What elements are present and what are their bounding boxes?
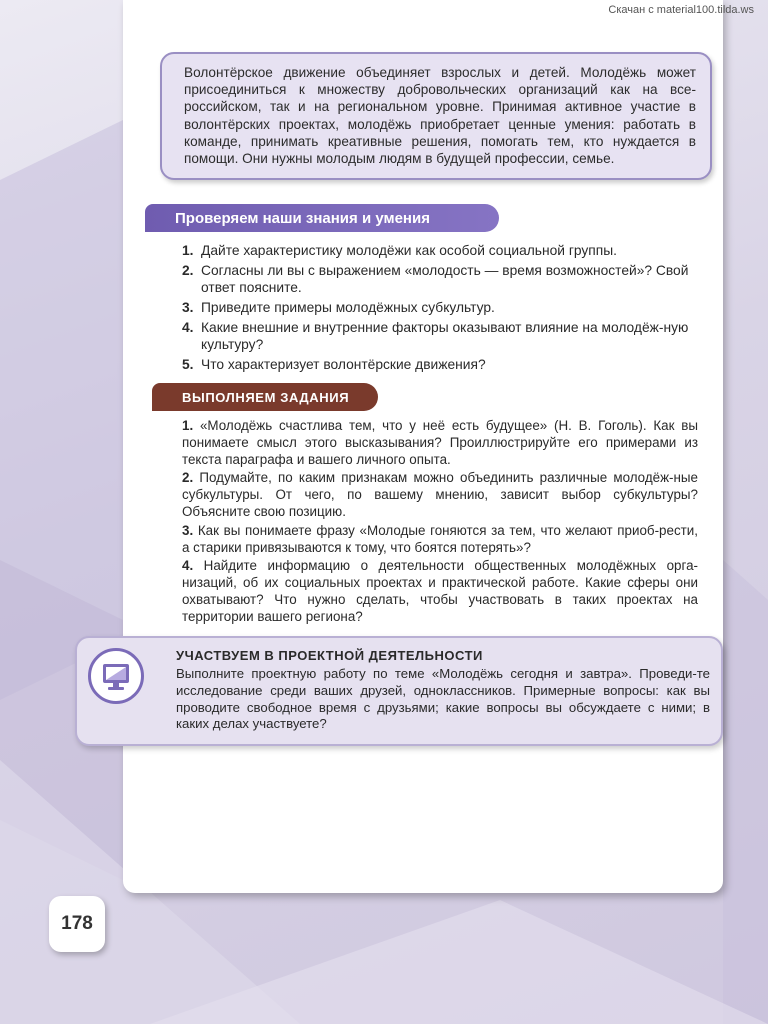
check-section-header [145, 204, 499, 232]
intro-text: Волонтёрское движение объединяет взрослых и детей. Молодёжь может присоединиться к множеству добровольческих организаций как на все-российском, так и на региональном уровне. Принимая активное участие в волонтёрских проектах, молодёжь приобретает ценные умения: работать в команде, принимать креативные решения, помогать тем, кто нуждается в помощи. Они нужны молодым людям в будущей профессии, семье. [184, 65, 696, 167]
list-item [182, 470, 698, 520]
task-text: «Молодёжь счастлива тем, что у неё есть будущее» (Н. В. Гоголь). Как вы понимаете смысл этого высказывания? Проиллюстрируйте его примерами из текста параграфа и вашего личного опыта. [182, 418, 698, 467]
task-text: Подумайте, по каким признакам можно объединить различные молодёж-ные субкультуры. От чего, по вашему мнению, зависит выбор субкультуры? Объясните свою позицию. [182, 470, 698, 519]
question-number: 5. [182, 357, 194, 372]
question-text: Какие внешние и внутренние факторы оказывают влияние на молодёж-ную культуру? [201, 320, 689, 352]
project-title: УЧАСТВУЕМ В ПРОЕКТНОЙ ДЕЯТЕЛЬНОСТИ [176, 648, 483, 663]
list-item [182, 356, 697, 373]
question-number: 4. [182, 320, 194, 335]
project-text: Выполните проектную работу по теме «Молодёжь сегодня и завтра». Проведи-те исследование среди ваших друзей, одноклассников. Примерные вопросы: как вы проводите свободное время с друзьями; какие вопросы вы обсуждаете с ними; в каких делах участвуете? [176, 666, 710, 732]
tasks-section-header [152, 383, 378, 411]
question-text: Дайте характеристику молодёжи как особой социальной группы. [201, 243, 617, 258]
page-number: 178 [49, 896, 105, 952]
tasks-section-title: ВЫПОЛНЯЕМ ЗАДАНИЯ [182, 389, 350, 405]
intro-box [160, 52, 712, 180]
list-item [182, 523, 698, 557]
tasks-list [182, 418, 698, 628]
question-text: Приведите примеры молодёжных субкультур. [201, 300, 495, 315]
task-text: Как вы понимаете фразу «Молодые гоняются за тем, что желают приоб-рести, а старики привязываются к тому, что боятся потерять»? [182, 522, 698, 555]
check-section-title: Проверяем наши знания и умения [175, 209, 430, 227]
task-number: 1. [182, 418, 194, 433]
task-number: 4. [182, 558, 194, 574]
question-number: 1. [182, 243, 194, 258]
watermark: Скачан с material100.tilda.ws [608, 4, 754, 16]
task-number: 3. [182, 522, 194, 538]
check-questions-list [182, 242, 697, 376]
list-item [182, 558, 698, 625]
question-text: Что характеризует волонтёрские движения? [201, 357, 486, 372]
list-item [182, 319, 697, 353]
task-number: 2. [182, 470, 194, 486]
question-text: Согласны ли вы с выражением «молодость — время возможностей»? Свой ответ поясните. [201, 263, 689, 295]
question-number: 2. [182, 263, 194, 278]
list-item [182, 242, 697, 259]
task-text: Найдите информацию о деятельности общественных молодёжных орга-низаций, об их социальных проектах и практической работе. Какие сферы они охватывают? Что нужно сделать, чтобы участвовать в таких проектах на территории вашего региона? [182, 558, 698, 624]
question-number: 3. [182, 300, 194, 315]
list-item [182, 262, 697, 296]
computer-monitor-icon [88, 648, 144, 704]
list-item [182, 299, 697, 316]
list-item [182, 418, 698, 468]
